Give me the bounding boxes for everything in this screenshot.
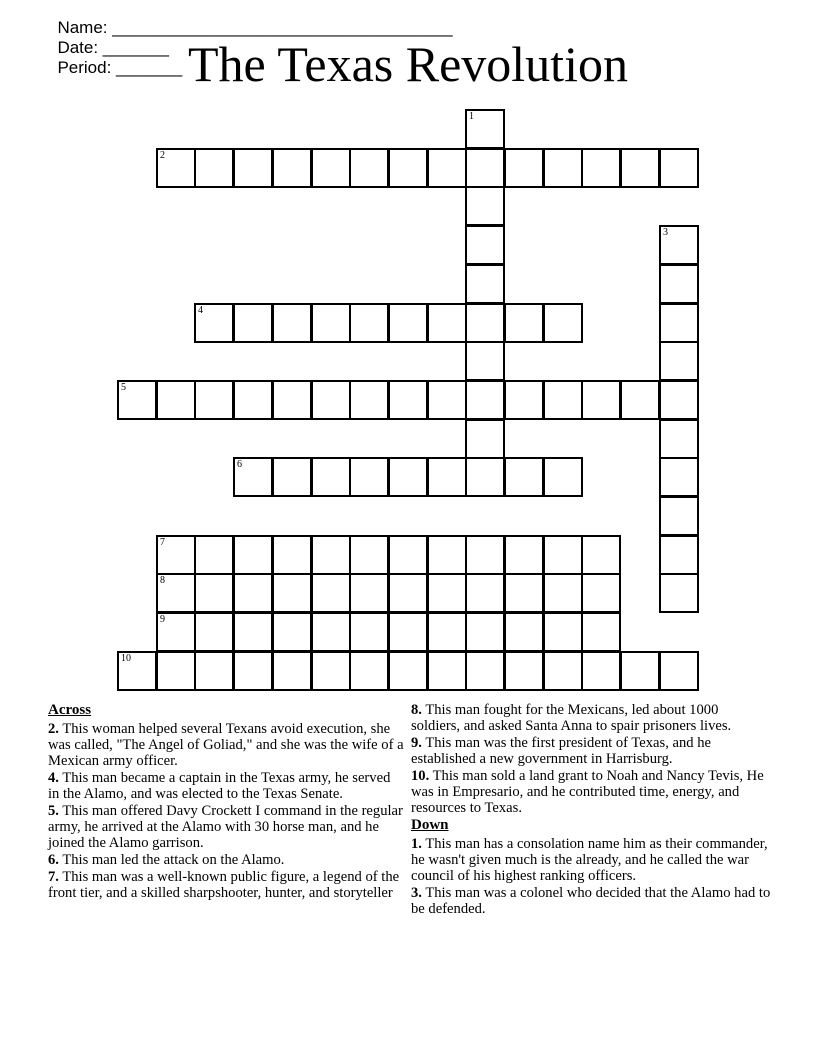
crossword-cell[interactable] [427,535,467,575]
crossword-cell-6[interactable] [233,457,273,497]
clues-right-column [411,702,771,918]
clue-across-2: 2. This woman helped several Texans avoid execution, she was called, "The Angel of Goliad," and she was the wife of a Mexican army officer. [48,721,404,769]
crossword-cell[interactable] [465,535,505,575]
crossword-cell[interactable] [427,303,467,343]
crossword-cell[interactable] [659,341,699,381]
crossword-cell[interactable] [427,612,467,652]
crossword-cell[interactable] [349,535,389,575]
crossword-cell[interactable] [272,612,312,652]
crossword-cell[interactable] [272,457,312,497]
crossword-cell[interactable] [465,148,505,188]
crossword-cell[interactable] [581,535,621,575]
crossword-cell[interactable] [311,457,351,497]
crossword-cell[interactable] [543,380,583,420]
crossword-cell[interactable] [465,457,505,497]
crossword-cell[interactable] [659,380,699,420]
crossword-cell[interactable] [465,341,505,381]
crossword-cell[interactable] [543,535,583,575]
crossword-cell[interactable] [620,651,660,691]
crossword-cell[interactable] [465,186,505,226]
crossword-cell[interactable] [581,612,621,652]
crossword-cell[interactable] [504,457,544,497]
crossword-cell[interactable] [543,148,583,188]
crossword-cell[interactable] [311,380,351,420]
crossword-cell[interactable] [349,573,389,613]
crossword-cell[interactable] [659,651,699,691]
crossword-cell-7[interactable] [156,535,196,575]
crossword-cell[interactable] [388,612,428,652]
clue-number: 3 [663,227,668,238]
clue-across-8: 8. This man fought for the Mexicans, led about 1000 soldiers, and asked Santa Anna to spair prisoners lives. [411,702,732,734]
crossword-cell[interactable] [156,651,196,691]
clue-number: 7 [160,537,165,548]
crossword-cell[interactable] [311,303,351,343]
crossword-cell[interactable] [349,457,389,497]
crossword-cell[interactable] [504,380,544,420]
crossword-cell[interactable] [194,612,234,652]
crossword-cell[interactable] [388,303,428,343]
crossword-cell[interactable] [581,651,621,691]
crossword-cell[interactable] [465,380,505,420]
crossword-cell[interactable] [504,148,544,188]
crossword-cell[interactable] [465,419,505,459]
crossword-cell[interactable] [659,303,699,343]
clue-down-3: 3. This man was a colonel who decided that the Alamo had to be defended. [411,885,771,917]
clue-number: 2 [160,150,165,161]
crossword-cell[interactable] [388,535,428,575]
crossword-cell[interactable] [272,535,312,575]
crossword-cell[interactable] [620,380,660,420]
crossword-cell[interactable] [388,457,428,497]
page-title: The Texas Revolution [188,36,628,92]
crossword-cell[interactable] [311,573,351,613]
crossword-cell[interactable] [620,148,660,188]
clue-across-4: 4. This man became a captain in the Texas army, he served in the Alamo, and was elected to the Texas Senate. [48,770,391,802]
crossword-cell[interactable] [349,380,389,420]
crossword-cell[interactable] [349,651,389,691]
clue-number: 9 [160,614,165,625]
crossword-cell[interactable] [581,573,621,613]
period-field-label: Period: _______ [57,58,183,77]
crossword-cell[interactable] [272,380,312,420]
crossword-cell[interactable] [427,148,467,188]
crossword-cell[interactable] [272,573,312,613]
crossword-cell[interactable] [233,380,273,420]
crossword-cell[interactable] [427,651,467,691]
crossword-cell[interactable] [504,303,544,343]
crossword-cell[interactable] [465,303,505,343]
crossword-cell[interactable] [504,612,544,652]
across-heading: Across [48,702,92,718]
crossword-cell[interactable] [581,380,621,420]
crossword-cell[interactable] [465,651,505,691]
clue-across-7: 7. This man was a well-known public figure, a legend of the front tier, and a skilled sharpshooter, hunter, and storyteller [48,869,400,901]
crossword-cell[interactable] [233,148,273,188]
crossword-cell[interactable] [194,651,234,691]
crossword-cell[interactable] [659,148,699,188]
crossword-cell[interactable] [311,612,351,652]
crossword-cell[interactable] [156,380,196,420]
crossword-cell[interactable] [388,380,428,420]
crossword-cell[interactable] [388,651,428,691]
crossword-cell[interactable] [233,573,273,613]
crossword-cell[interactable] [388,573,428,613]
crossword-cell[interactable] [465,612,505,652]
crossword-cell[interactable] [543,303,583,343]
crossword-cell[interactable] [504,535,544,575]
crossword-cell[interactable] [311,651,351,691]
crossword-cell[interactable] [233,651,273,691]
crossword-cell[interactable] [427,380,467,420]
crossword-cell-8[interactable] [156,573,196,613]
crossword-cell-2[interactable] [156,148,196,188]
crossword-cell[interactable] [311,535,351,575]
crossword-cell[interactable] [659,264,699,304]
crossword-cell[interactable] [272,148,312,188]
clues-left-column [48,702,404,902]
crossword-cell[interactable] [659,457,699,497]
crossword-cell[interactable] [311,148,351,188]
crossword-cell[interactable] [543,457,583,497]
clue-down-1: 1. This man has a consolation name him as their commander, he wasn't given much is the already, and he called the war council of his highest ranking officers. [411,836,768,884]
crossword-cell[interactable] [233,612,273,652]
crossword-cell[interactable] [427,457,467,497]
crossword-cell-10[interactable] [117,651,157,691]
clue-across-6: 6. This man led the attack on the Alamo. [48,852,285,868]
crossword-cell[interactable] [504,651,544,691]
crossword-cell-9[interactable] [156,612,196,652]
crossword-cell[interactable] [272,303,312,343]
crossword-cell[interactable] [581,148,621,188]
crossword-cell[interactable] [427,573,467,613]
clue-number: 1 [469,111,474,122]
crossword-cell[interactable] [659,419,699,459]
crossword-cell[interactable] [349,303,389,343]
crossword-cell[interactable] [388,148,428,188]
crossword-cell[interactable] [272,651,312,691]
crossword-cell[interactable] [194,573,234,613]
crossword-cell[interactable] [194,535,234,575]
crossword-cell[interactable] [659,496,699,536]
crossword-cell[interactable] [349,148,389,188]
clue-number: 10 [121,653,131,664]
crossword-cell[interactable] [349,612,389,652]
clue-number: 4 [198,305,203,316]
crossword-cell[interactable] [233,303,273,343]
clue-across-5: 5. This man offered Davy Crockett I command in the regular army, he arrived at the Alamo with 30 horse man, and he joined the Alamo garrison. [48,803,403,851]
date-field-label: Date: _______ [57,38,169,57]
crossword-cell[interactable] [465,573,505,613]
clue-across-9: 9. This man was the first president of Texas, and he established a new government in Harrisburg. [411,735,711,767]
crossword-cell[interactable] [659,573,699,613]
crossword-cell[interactable] [194,148,234,188]
crossword-cell[interactable] [233,535,273,575]
crossword-cell[interactable] [543,612,583,652]
crossword-cell-4[interactable] [194,303,234,343]
crossword-cell[interactable] [659,535,699,575]
crossword-cell-5[interactable] [117,380,157,420]
crossword-cell[interactable] [465,225,505,265]
crossword-cell-3[interactable] [659,225,699,265]
name-field-label: Name: ____________________________________ [57,18,453,37]
crossword-cell[interactable] [465,264,505,304]
crossword-cell[interactable] [194,380,234,420]
crossword-cell[interactable] [504,573,544,613]
clue-number: 8 [160,575,165,586]
clue-across-10: 10. This man sold a land grant to Noah and Nancy Tevis, He was in Empresario, and he contributed time, energy, and resources to Texas. [411,768,764,816]
clue-number: 5 [121,382,126,393]
crossword-cell[interactable] [543,573,583,613]
down-heading: Down [411,817,449,833]
clue-number: 6 [237,459,242,470]
crossword-cell[interactable] [543,651,583,691]
crossword-cell-1[interactable] [465,109,505,149]
